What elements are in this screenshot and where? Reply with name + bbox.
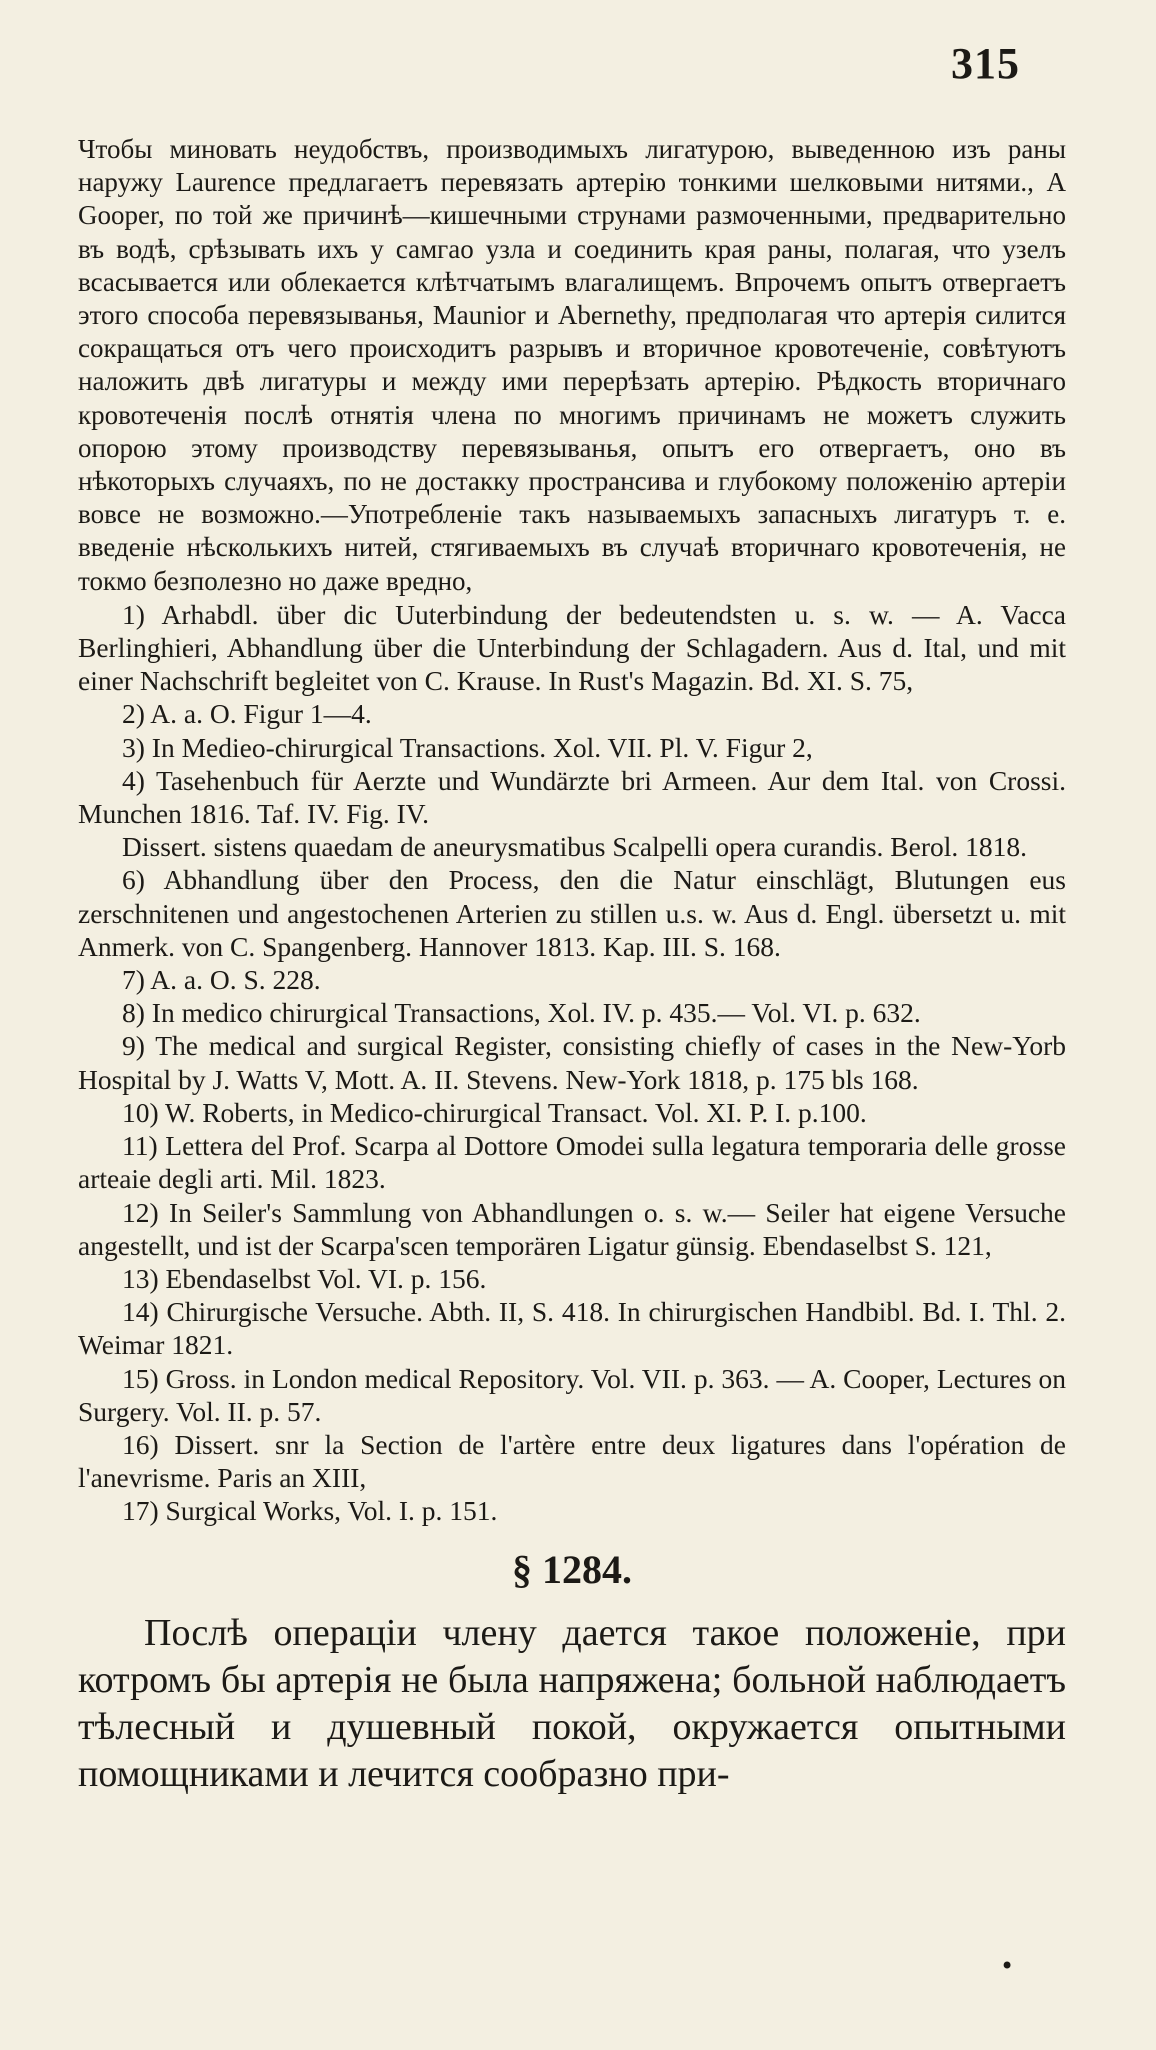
- footnote-10: 10) W. Roberts, in Medico-chirurgical Transact. Vol. XI. P. I. p.100.: [122, 1096, 867, 1128]
- footnote-13: 13) Ebendaselbst Vol. VI. p. 156.: [122, 1262, 487, 1294]
- footnote-list: [78, 598, 1066, 1528]
- footnote-9: 9) The medical and surgical Register, consisting chiefly of cases in the New-Yorb Hospital by J. Watts V, Mott. A. II. Stevens. New-York 1818, p. 175 bls 168.: [78, 1030, 1066, 1095]
- footnote-17: 17) Surgical Works, Vol. I. p. 151.: [122, 1495, 498, 1527]
- page-number: 315: [951, 39, 1020, 88]
- footnote-5: Dissert. sistens quaedam de aneurysmatibus Scalpelli opera curandis. Berol. 1818.: [122, 831, 1027, 863]
- footnote-8: 8) In medico chirurgical Transactions, Xol. IV. p. 435.— Vol. VI. p. 632.: [122, 997, 921, 1029]
- footnote-3: 3) In Medieo-chirurgical Transactions. Xol. VII. Pl. V. Figur 2,: [122, 731, 813, 763]
- footnote-14: 14) Chirurgische Versuche. Abth. II, S. 418. In chirurgischen Handbibl. Bd. I. Thl. 2. Weimar 1821.: [78, 1296, 1066, 1361]
- footnote-7: 7) A. a. O. S. 228.: [122, 964, 321, 996]
- footnote-15: 15) Gross. in London medical Repository. Vol. VII. p. 363. — A. Cooper, Lectures on Surgery. Vol. II. p. 57.: [78, 1362, 1066, 1427]
- section-body-text: Послѣ операціи члену дается такое положеніе, при котромъ бы артерія не была напряжена; больной наблюдаетъ тѣлесный и душевный покой, окружается опытными помощниками и лечится сообразно при-: [78, 1611, 1066, 1795]
- footnote-6: 6) Abhandlung über den Process, den die Natur einschlägt, Blutungen eus zerschnitenen und angestochenen Arterien zu stillen u.s. w. Aus d. Engl. übersetzt u. mit Anmerk. von C. Spangenberg. Hannover 1813. Kap. III. S. 168.: [78, 864, 1066, 962]
- footnote-12: 12) In Seiler's Sammlung von Abhandlungen o. s. w.— Seiler hat eigene Versuche angestellt, und ist der Scarpa'scen temporären Ligatur günsig. Ebendaselbst S. 121,: [78, 1196, 1066, 1261]
- footnote-11: 11) Lettera del Prof. Scarpa al Dottore Omodei sulla legatura temporaria delle grosse arteaie degli arti. Mil. 1823.: [78, 1130, 1066, 1195]
- footnote-4: 4) Tasehenbuch für Aerzte und Wundärzte bri Armeen. Aur dem Ital. von Crossi. Munchen 1816. Taf. IV. Fig. IV.: [78, 764, 1066, 830]
- footnote-16: 16) Dissert. snr la Section de l'artère entre deux ligatures dans l'opération de l'anevrisme. Paris an XIII,: [78, 1428, 1066, 1494]
- body-paragraph-small: Чтобы миновать неудобствъ, производимыхъ лигатурою, выведенною изъ раны наружу Laurence предлагаетъ перевязать артерію тонкими шелковыми нитями., A Gooper, по той же причинѣ—кишечными струнами размоченными, предварительно въ водѣ, срѣзывать ихъ у самгао узла и соединить края раны, полагая, что узелъ всасывается или облекается клѣтчатымъ влагалищемъ. Впрочемъ опытъ отвергаетъ этого способа перевязыванья, Maunior и Abernethy, предполагая что артерія силится сокращаться отъ чего происходитъ разрывъ и вторичное кровотеченіе, совѣтуютъ наложить двѣ лигатуры и между ими перерѣзать артерію. Рѣдкость вторичнаго кровотеченія послѣ отнятія члена по многимъ причинамъ не можетъ служить опорою этому производству перевязыванья, опытъ его отвергаетъ, оно въ нѣкоторыхъ случаяхъ, по не достакку пространсива и глубокому положенію артеріи вовсе не возможно.—Употребленіе такъ называемыхъ запасныхъ лигатуръ т. е. введеніе нѣсколькихъ нитей, стягиваемыхъ въ случаѣ вторичнаго кровотеченія, не токмо безполезно но даже вредно,: [78, 134, 1066, 596]
- signature-mark: •: [1000, 1952, 1015, 1980]
- footnote-2: 2) A. a. O. Figur 1—4.: [122, 698, 372, 730]
- footnote-1: 1) Arhabdl. über dic Uuterbindung der bedeutendsten u. s. w. — A. Vacca Berlinghieri, Abhandlung über die Unterbindung der Schlagadern. Aus d. Ital, und mit einer Nachschrift begleitet von C. Krause. In Rust's Magazin. Bd. XI. S. 75,: [78, 598, 1066, 697]
- text-column: [78, 133, 1066, 1798]
- section-heading: § 1284.: [512, 1546, 632, 1592]
